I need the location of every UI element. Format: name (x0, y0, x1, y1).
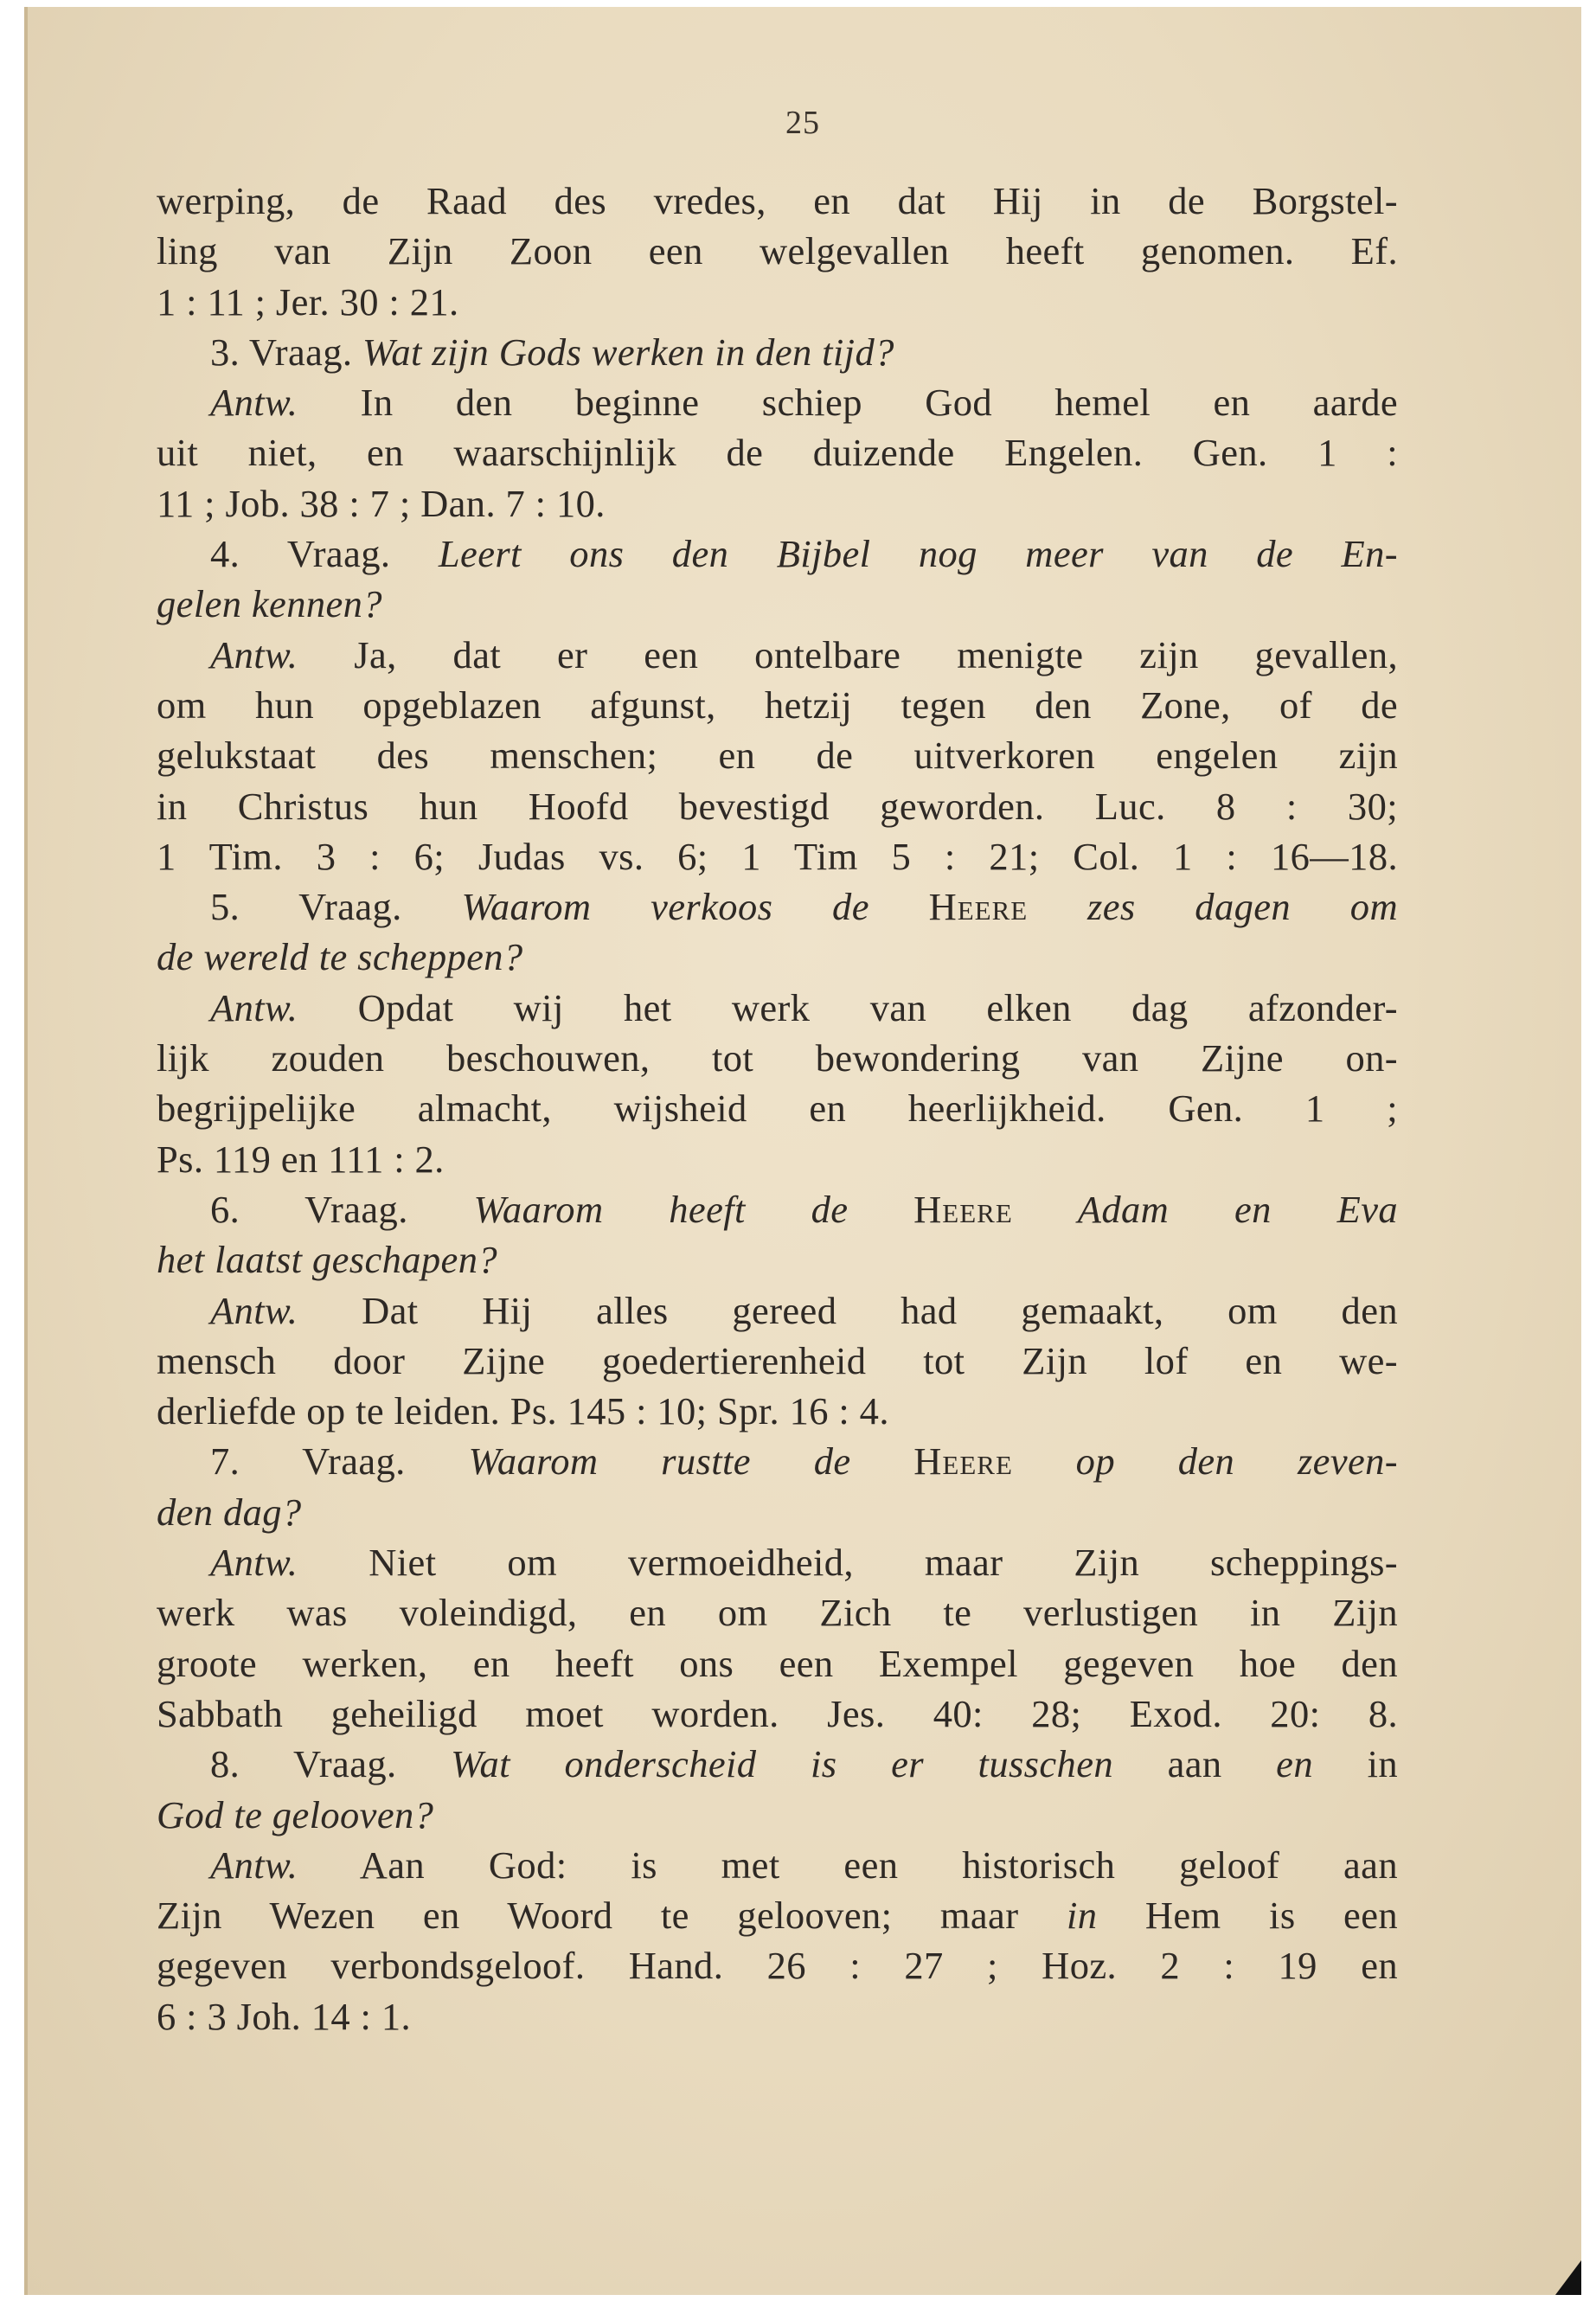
question-text: op den zeven- (1012, 1439, 1398, 1484)
question-text: in (1312, 1742, 1398, 1786)
text-line: 1 Tim. 3 : 6; Judas vs. 6; 1 Tim 5 : 21; Col. 1 : 16—18. (157, 834, 1398, 878)
text-line: ling van Zijn Zoon een welgevallen heeft genomen. Ef. (157, 229, 1398, 273)
text-line: uit niet, en waarschijnlijk de duizende Engelen. Gen. 1 : (157, 431, 1398, 475)
question-text: zes dagen om (1028, 885, 1398, 929)
text-line: derliefde op te leiden. Ps. 145 : 10; Spr. 16 : 4. (157, 1389, 889, 1433)
answer-text: in (1066, 1894, 1098, 1938)
text-line: 6 : 3 Joh. 14 : 1. (157, 1994, 411, 2038)
answer-text: Hem is een (1097, 1894, 1398, 1938)
page-text (157, 176, 1398, 2041)
answer-3 (157, 377, 1398, 427)
text-line: gegeven verbondsgeloof. Hand. 26 : 27 ; Hoz. 2 : 19 en (157, 1944, 1398, 1988)
answer-label: Antw. (210, 1541, 298, 1585)
answer-text: Zijn Wezen en Woord te gelooven; maar (157, 1894, 1067, 1938)
answer-text: Dat Hij alles gereed had gemaakt, om den (298, 1288, 1398, 1332)
page-number: 25 (785, 105, 820, 141)
answer-text: Opdat wij het werk van elken dag afzonder- (298, 985, 1398, 1029)
question-text: Wat zijn Gods werken in den tijd? (362, 330, 894, 374)
page-corner-mark (1555, 2260, 1581, 2295)
question-text: Waarom heeft de (473, 1187, 914, 1231)
answer-6 (157, 1285, 1398, 1336)
question-6 (157, 1184, 1398, 1234)
text-line: werping, de Raad des vredes, en dat Hij in de Borgstel- (157, 179, 1398, 222)
question-8 (157, 1739, 1398, 1789)
answer-text: Aan God: is met een historisch geloof aan (298, 1843, 1398, 1887)
question-text: aan (1113, 1742, 1277, 1786)
question-number: 7. Vraag. (210, 1439, 469, 1484)
text-line: mensch door Zijne goedertierenheid tot Zijn lof en we- (157, 1338, 1398, 1382)
book-page (24, 7, 1581, 2295)
answer-label: Antw. (210, 381, 298, 425)
answer-label: Antw. (210, 632, 298, 676)
answer-5 (157, 983, 1398, 1033)
answer-label: Antw. (210, 1843, 298, 1887)
heere-smallcaps: Heere (913, 1187, 1013, 1231)
question-3 (157, 327, 1398, 377)
text-line (157, 1890, 1398, 1940)
text-line: gelukstaat des menschen; en de uitverkoren engelen zijn (157, 734, 1398, 778)
answer-text: Ja, dat er een ontelbare menigte zijn gevallen, (298, 632, 1398, 676)
page-edge (24, 7, 28, 2295)
text-line: gelen kennen? (157, 582, 382, 626)
text-line: begrijpelijke almacht, wijsheid en heerlijkheid. Gen. 1 ; (157, 1086, 1398, 1131)
question-text: Wat onderscheid is er tusschen (451, 1742, 1114, 1786)
question-5 (157, 881, 1398, 932)
text-line: Ps. 119 en 111 : 2. (157, 1137, 445, 1181)
question-number: 6. Vraag. (210, 1187, 474, 1231)
answer-4 (157, 630, 1398, 680)
heere-smallcaps: Heere (913, 1439, 1013, 1484)
text-line: om hun opgeblazen afgunst, hetzij tegen den Zone, of de (157, 683, 1398, 727)
text-line: 1 : 11 ; Jer. 30 : 21. (157, 279, 459, 324)
heere-smallcaps: Heere (928, 885, 1029, 929)
question-text: en (1276, 1742, 1313, 1786)
text-line: den dag? (157, 1490, 302, 1534)
text-line: lijk zouden beschouwen, tot bewondering van Zijne on- (157, 1036, 1398, 1080)
answer-8 (157, 1840, 1398, 1890)
question-number: 8. Vraag. (210, 1742, 452, 1786)
text-line: werk was voleindigd, en om Zich te verlustigen in Zijn (157, 1591, 1398, 1635)
answer-text: In den beginne schiep God hemel en aarde (298, 381, 1398, 425)
question-text: Leert ons den Bijbel nog meer van de En- (438, 532, 1398, 576)
text-line: in Christus hun Hoofd bevestigd geworden. Luc. 8 : 30; (157, 784, 1398, 828)
text-line: de wereld te scheppen? (157, 935, 523, 979)
text-line: 11 ; Job. 38 : 7 ; Dan. 7 : 10. (157, 481, 606, 525)
text-line: Sabbath geheiligd moet worden. Jes. 40: 28; Exod. 20: 8. (157, 1691, 1398, 1735)
question-text: Waarom rustte de (468, 1439, 914, 1484)
answer-7 (157, 1537, 1398, 1587)
text-line: God te gelooven? (157, 1792, 434, 1836)
question-4 (157, 529, 1398, 579)
question-text: Waarom verkoos de (461, 885, 929, 929)
question-number: 4. Vraag. (210, 532, 439, 576)
question-text: Adam en Eva (1012, 1187, 1399, 1231)
answer-text: Niet om vermoeidheid, maar Zijn scheppings- (298, 1541, 1398, 1585)
question-number: 5. Vraag. (210, 885, 462, 929)
text-line: groote werken, en heeft ons een Exempel gegeven hoe den (157, 1641, 1398, 1685)
question-7 (157, 1436, 1398, 1486)
text-line: het laatst geschapen? (157, 1238, 497, 1282)
answer-label: Antw. (210, 1288, 298, 1332)
question-number: 3. Vraag. (210, 330, 362, 374)
answer-label: Antw. (210, 985, 298, 1029)
